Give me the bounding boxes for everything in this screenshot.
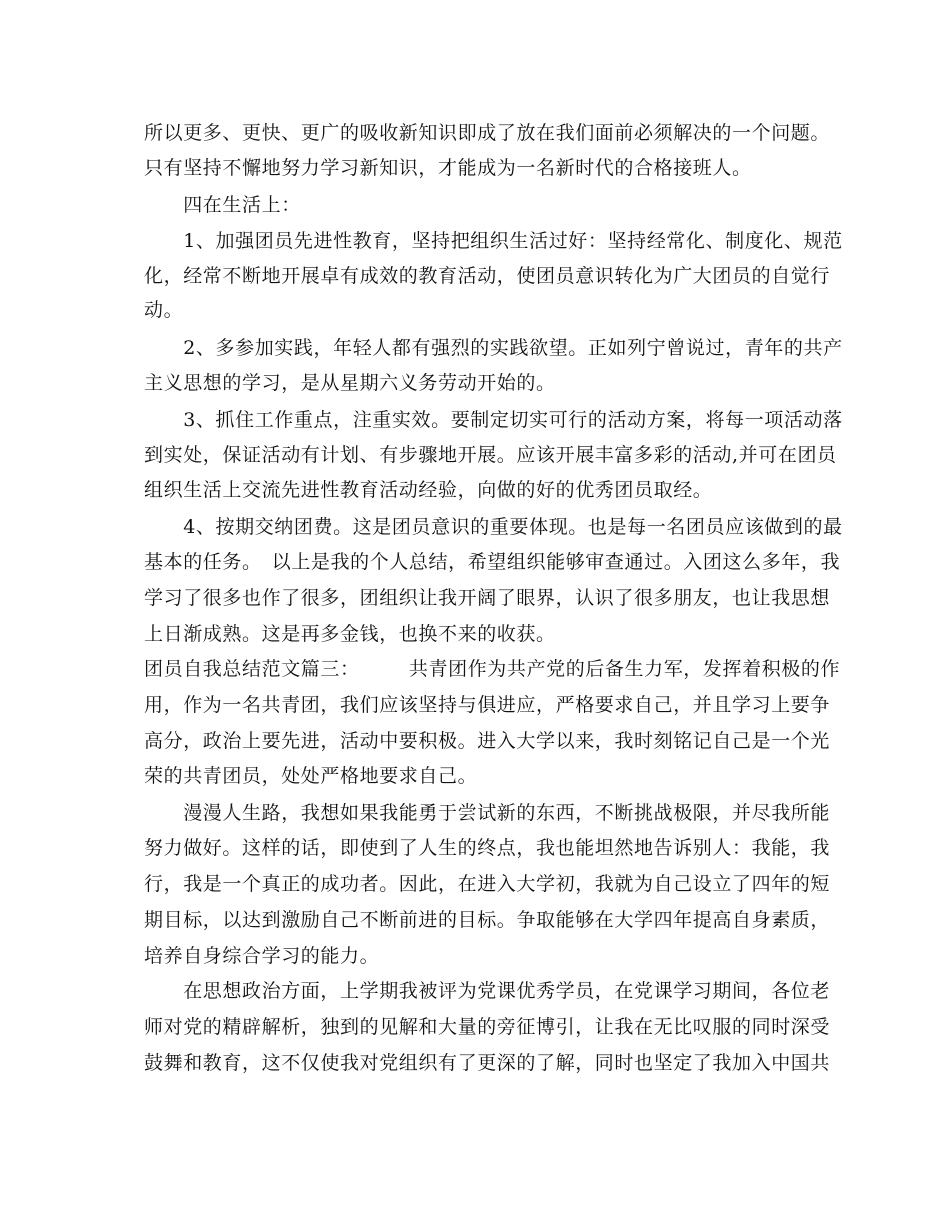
text-line: 荣的共青团员，处处严格地要求自己。 bbox=[144, 765, 478, 787]
text-line: 努力做好。这样的话，即使到了人生的终点，我也能坦然地告诉别人：我能，我 bbox=[144, 837, 831, 859]
text-line: 培养自身综合学习的能力。 bbox=[144, 945, 380, 967]
text-line: 上日渐成熟。这是再多金钱，也换不来的收获。 bbox=[144, 623, 556, 645]
text-line: 化，经常不断地开展卓有成效的教育活动，使团员意识转化为广大团员的自觉行 bbox=[144, 265, 831, 287]
text-line: 师对党的精辟解析，独到的见解和大量的旁征博引，让我在无比叹服的同时深受 bbox=[144, 1016, 831, 1038]
text-line: 在思想政治方面，上学期我被评为党课优秀学员，在党课学习期间，各位老 bbox=[144, 980, 831, 1002]
text-line: 2、多参加实践，年轻人都有强烈的实践欲望。正如列宁曾说过，青年的共产 bbox=[144, 337, 843, 359]
text-line: 鼓舞和教育，这不仅使我对党组织有了更深的了解，同时也坚定了我加入中国共 bbox=[144, 1052, 831, 1074]
text-line: 动。 bbox=[144, 299, 184, 321]
text-line: 期目标，以达到激励自己不断前进的目标。争取能够在大学四年提高自身素质， bbox=[144, 909, 831, 931]
text-line: 1、加强团员先进性教育，坚持把组织生活过好：坚持经常化、制度化、规范 bbox=[144, 230, 843, 252]
text-line: 4、按期交纳团费。这是团员意识的重要体现。也是每一名团员应该做到的最 bbox=[144, 516, 843, 538]
text-line: 团员自我总结范文篇三： 共青团作为共产党的后备生力军，发挥着积极的作 bbox=[144, 658, 841, 680]
text-line: 只有坚持不懈地努力学习新知识，才能成为一名新时代的合格接班人。 bbox=[144, 157, 752, 179]
text-line: 基本的任务。 以上是我的个人总结，希望组织能够审查通过。入团这么多年，我 bbox=[144, 551, 841, 573]
text-line: 3、抓住工作重点，注重实效。要制定切实可行的活动方案，将每一项活动落 bbox=[144, 409, 843, 431]
text-line: 组织生活上交流先进性教育活动经验，向做的好的优秀团员取经。 bbox=[144, 479, 713, 501]
text-line: 高分，政治上要先进，活动中要积极。进入大学以来，我时刻铭记自己是一个光 bbox=[144, 730, 831, 752]
text-line: 学习了很多也作了很多，团组织让我开阔了眼界，认识了很多朋友，也让我思想 bbox=[144, 587, 831, 609]
text-line: 行，我是一个真正的成功者。因此，在进入大学初，我就为自己设立了四年的短 bbox=[144, 873, 831, 895]
text-line: 四在生活上： bbox=[144, 194, 301, 216]
text-line: 到实处，保证活动有计划、有步骤地开展。应该开展丰富多彩的活动,并可在团员 bbox=[144, 444, 837, 466]
text-line: 漫漫人生路，我想如果我能勇于尝试新的东西，不断挑战极限，并尽我所能 bbox=[144, 802, 831, 824]
text-line: 用，作为一名共青团，我们应该坚持与俱进应，严格要求自己，并且学习上要争 bbox=[144, 694, 831, 716]
text-line: 所以更多、更快、更广的吸收新知识即成了放在我们面前必须解决的一个问题。 bbox=[144, 122, 831, 144]
text-line: 主义思想的学习，是从星期六义务劳动开始的。 bbox=[144, 372, 556, 394]
